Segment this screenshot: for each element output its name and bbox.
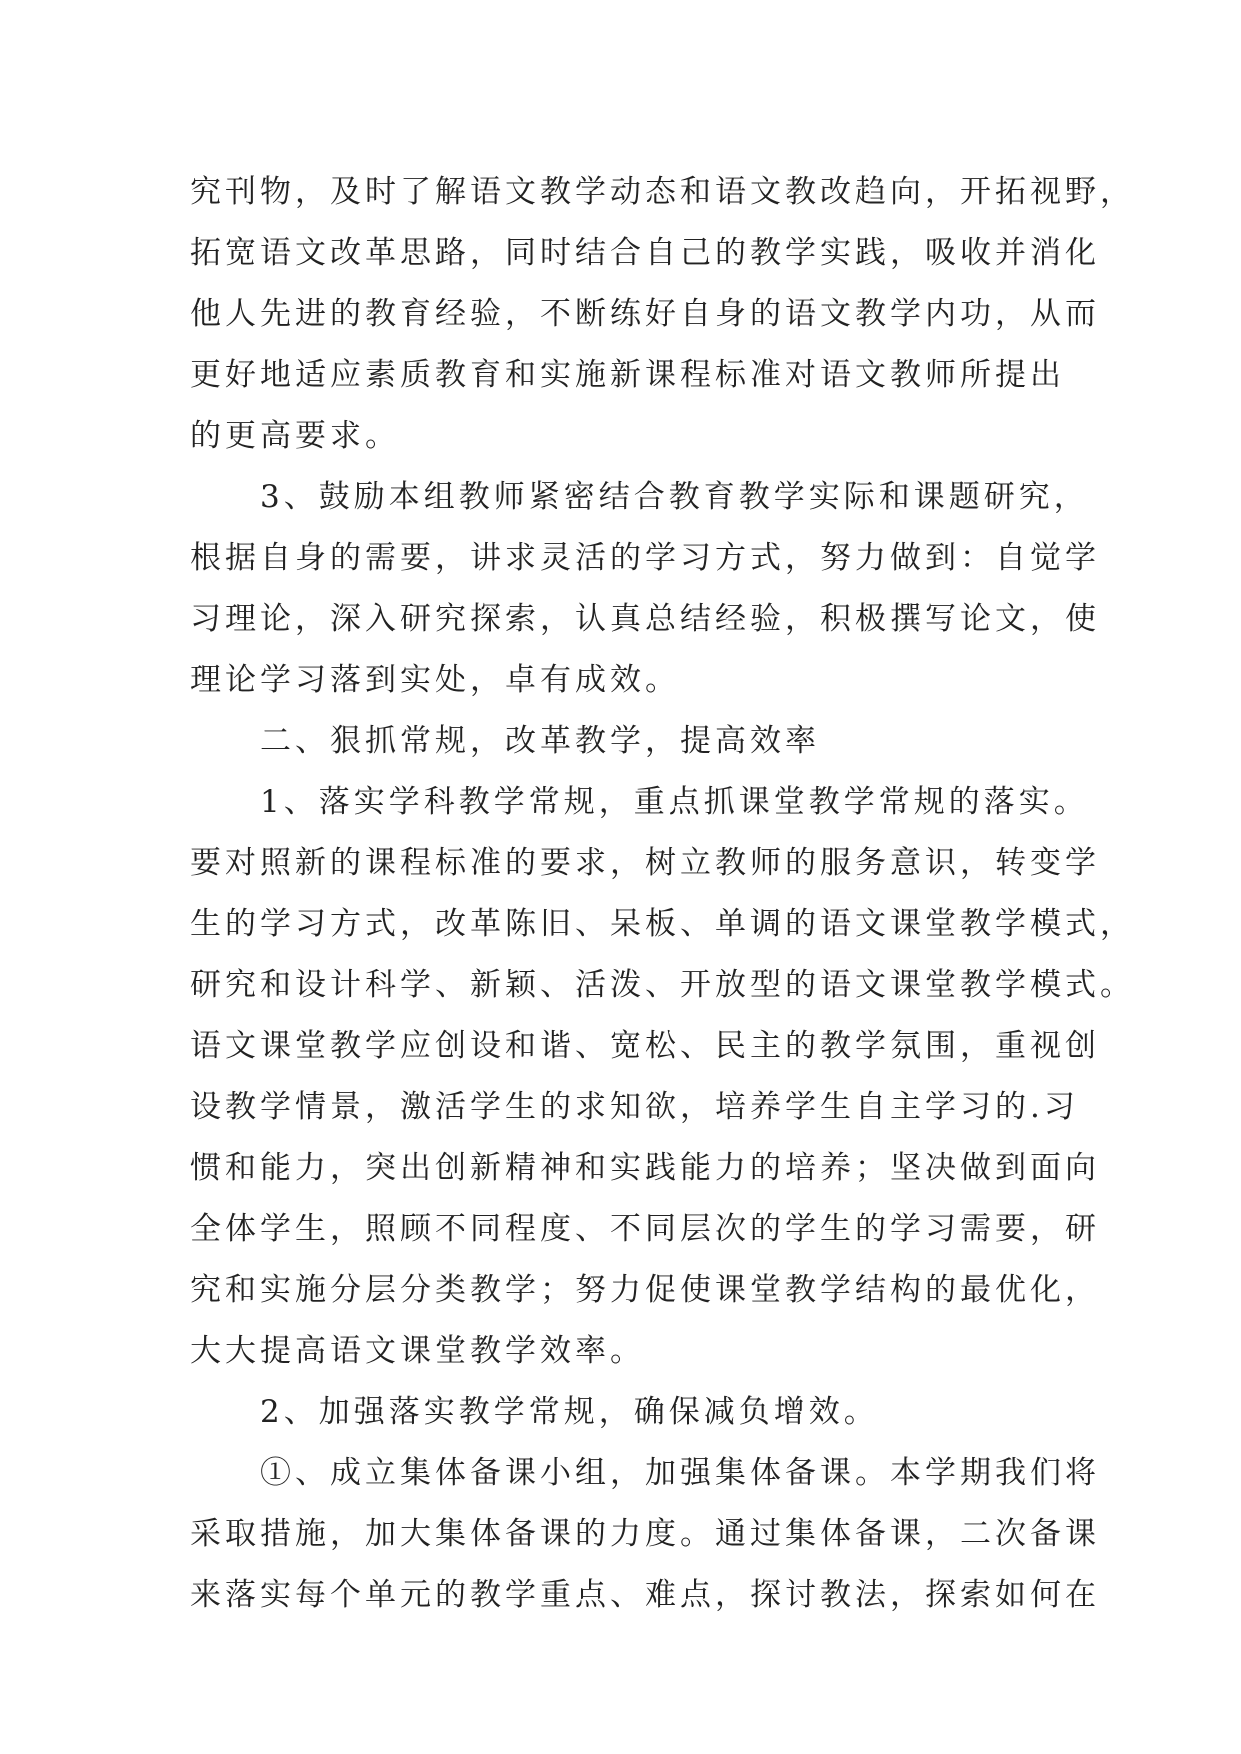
text-line: 他人先进的教育经验，不断练好自身的语文教学内功，从而 [190,296,1100,332]
text-line: 语文课堂教学应创设和谐、宽松、民主的教学氛围，重视创 [190,1028,1100,1064]
text-line: 采取措施，加大集体备课的力度。通过集体备课，二次备课 [190,1516,1100,1552]
text-line: 来落实每个单元的教学重点、难点，探讨教法，探索如何在 [190,1577,1100,1613]
text-line: 更好地适应素质教育和实施新课程标准对语文教师所提出 [190,357,1065,393]
text-line: 习理论，深入研究探索，认真总结经验，积极撰写论文，使 [190,601,1100,637]
text-line: 根据自身的需要，讲求灵活的学习方式，努力做到：自觉学 [190,540,1100,576]
text-line: 大大提高语文课堂教学效率。 [190,1333,645,1369]
text-line: ①、成立集体备课小组，加强集体备课。本学期我们将 [190,1455,1100,1491]
text-line: 生的学习方式，改革陈旧、呆板、单调的语文课堂教学模式， [190,906,1135,942]
text-line: 拓宽语文改革思路，同时结合自己的教学实践，吸收并消化 [190,235,1100,271]
text-line: 惯和能力，突出创新精神和实践能力的培养；坚决做到面向 [190,1150,1100,1186]
text-line: 2、加强落实教学常规，确保减负增效。 [190,1394,879,1430]
text-line: 全体学生，照顾不同程度、不同层次的学生的学习需要，研 [190,1211,1100,1247]
text-line: 设教学情景，激活学生的求知欲，培养学生自主学习的.习 [190,1089,1079,1125]
text-line: 研究和设计科学、新颖、活泼、开放型的语文课堂教学模式。 [190,967,1135,1003]
section-heading: 二、狠抓常规，改革教学，提高效率 [190,723,820,759]
text-line: 的更高要求。 [190,418,400,454]
text-line: 究刊物，及时了解语文教学动态和语文教改趋向，开拓视野， [190,174,1135,210]
text-line: 理论学习落到实处，卓有成效。 [190,662,680,698]
text-line: 要对照新的课程标准的要求，树立教师的服务意识，转变学 [190,845,1100,881]
text-line: 3、鼓励本组教师紧密结合教育教学实际和课题研究， [190,479,1089,515]
text-line: 1、落实学科教学常规，重点抓课堂教学常规的落实。 [190,784,1089,820]
text-line: 究和实施分层分类教学；努力促使课堂教学结构的最优化， [190,1272,1100,1308]
body-text [190,162,1135,1626]
